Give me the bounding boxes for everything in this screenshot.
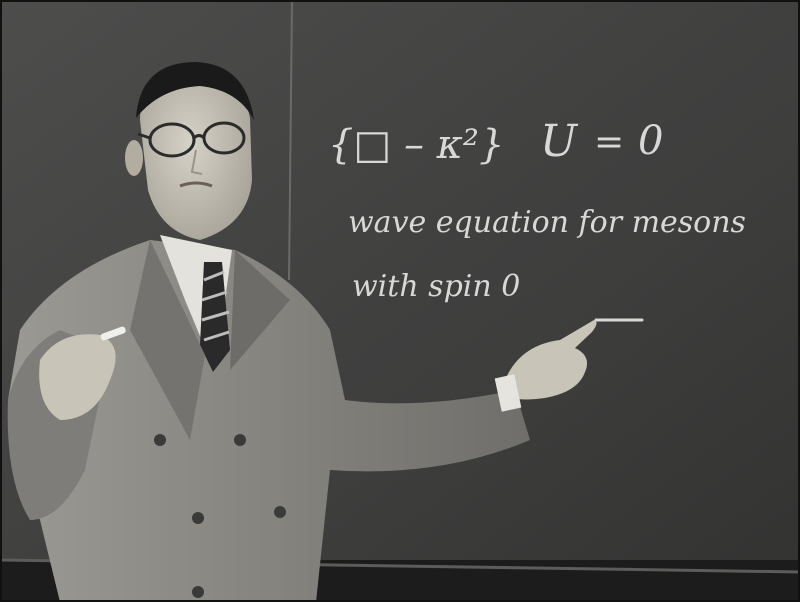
ear (125, 140, 143, 176)
equation-equals: = (594, 122, 625, 163)
equation-function: U (540, 116, 578, 167)
equation-rhs: 0 (638, 118, 664, 164)
chalk-line-spin: with spin 0 (352, 269, 521, 304)
equation-operator: {□ – κ²} (328, 122, 505, 168)
chalk-line-wave-equation: wave equation for mesons (348, 205, 746, 240)
